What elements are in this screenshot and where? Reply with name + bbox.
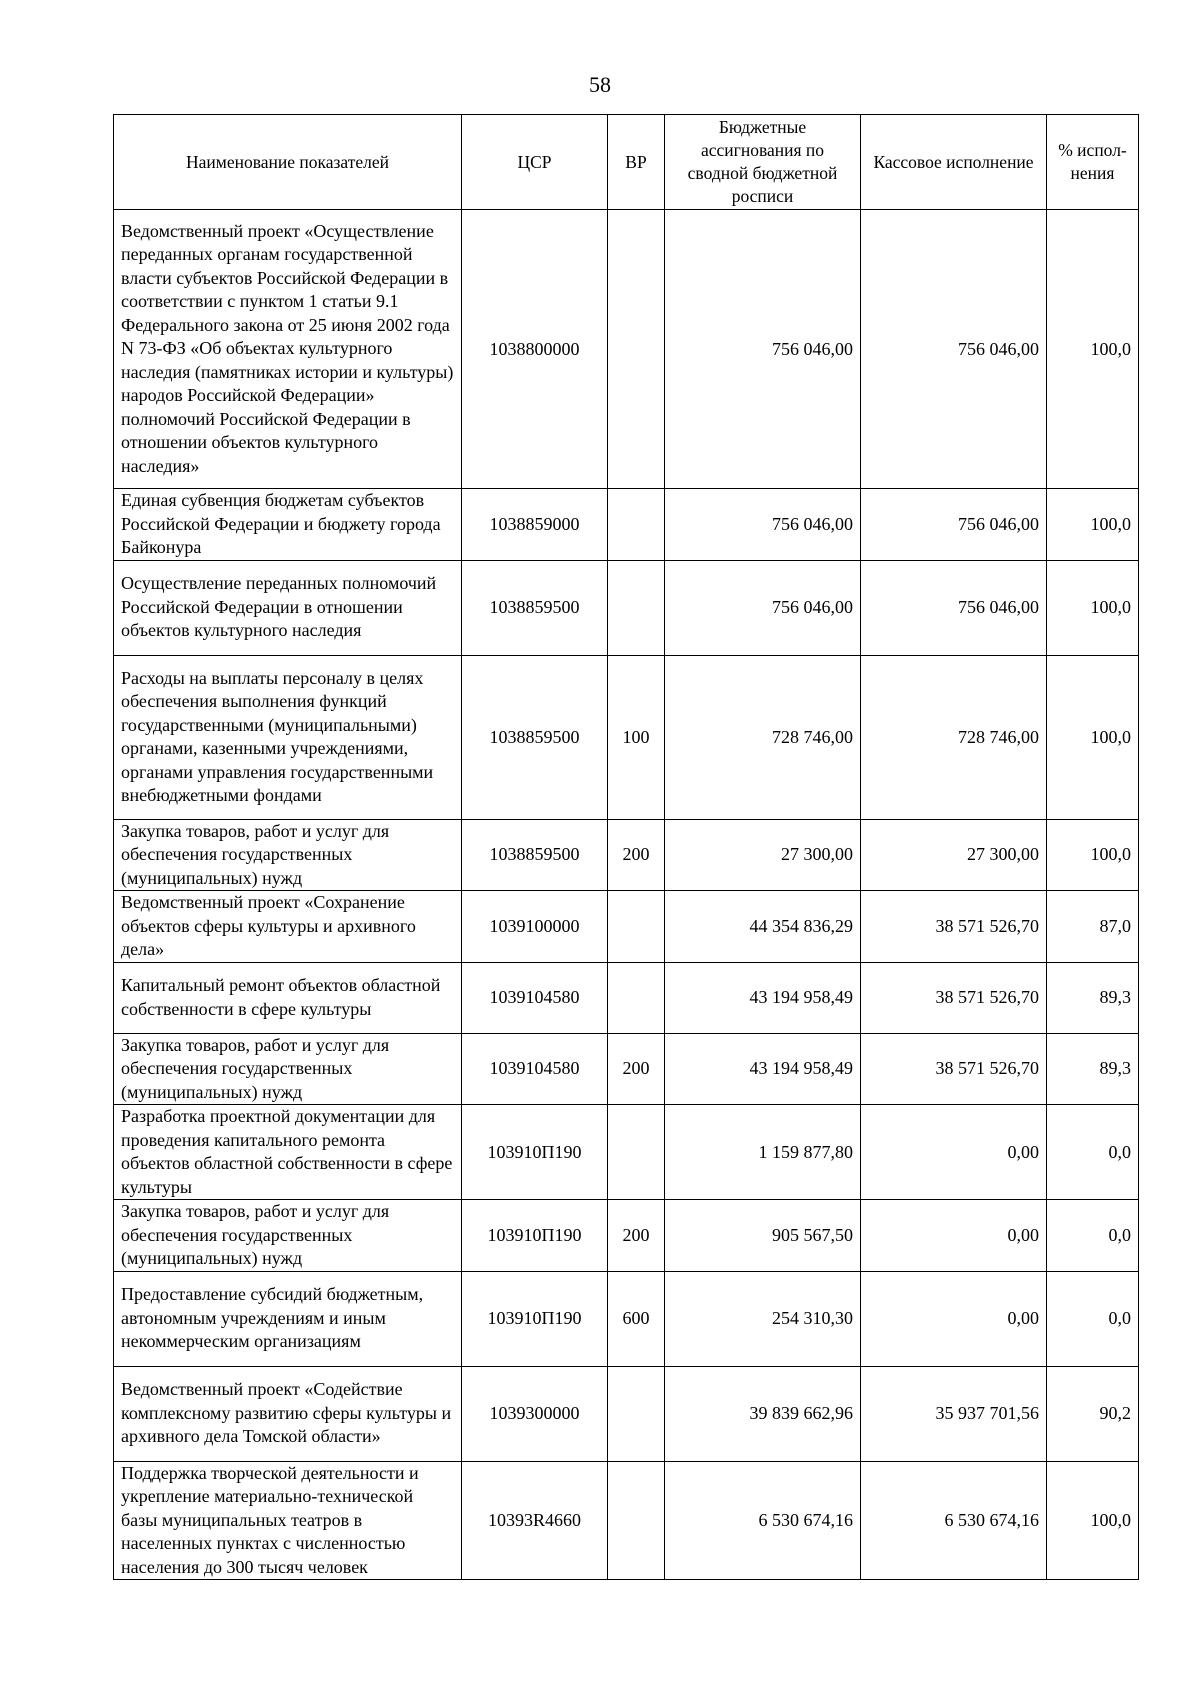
page-number: 58 (589, 72, 611, 97)
row-csr: 103910П190 (462, 1105, 608, 1200)
row-cash: 756 046,00 (861, 210, 1047, 489)
row-csr: 103910П190 (462, 1200, 608, 1272)
row-pct: 100,0 (1047, 819, 1139, 891)
row-pct: 89,3 (1047, 962, 1139, 1033)
row-vr (608, 489, 665, 561)
row-cash: 756 046,00 (861, 489, 1047, 561)
row-name: Расходы на выплаты персоналу в целях обеспечения выполнения функций государственными (муниципальными) органами, казенными учреждениями, органами управления государственными внебюджетными фондами (114, 655, 462, 819)
row-vr (608, 891, 665, 963)
table-row (114, 891, 1139, 963)
table-row (114, 1461, 1139, 1580)
row-vr (608, 210, 665, 489)
row-name: Капитальный ремонт объектов областной собственности в сфере культуры (114, 962, 462, 1033)
row-cash: 38 571 526,70 (861, 891, 1047, 963)
header-vr: ВР (608, 115, 665, 210)
row-csr: 1038859000 (462, 489, 608, 561)
row-vr: 100 (608, 655, 665, 819)
row-csr: 1039104580 (462, 962, 608, 1033)
row-csr: 1039104580 (462, 1033, 608, 1105)
row-budget: 43 194 958,49 (665, 1033, 861, 1105)
row-budget: 1 159 877,80 (665, 1105, 861, 1200)
row-vr: 600 (608, 1271, 665, 1366)
row-cash: 27 300,00 (861, 819, 1047, 891)
row-budget: 756 046,00 (665, 489, 861, 561)
row-name: Ведомственный проект «Содействие комплексному развитию сферы культуры и архивного дела Томской области» (114, 1366, 462, 1461)
row-vr (608, 1105, 665, 1200)
row-budget: 254 310,30 (665, 1271, 861, 1366)
row-pct: 100,0 (1047, 560, 1139, 655)
row-pct: 0,0 (1047, 1105, 1139, 1200)
row-cash: 35 937 701,56 (861, 1366, 1047, 1461)
table-row (114, 1200, 1139, 1272)
row-budget: 756 046,00 (665, 210, 861, 489)
budget-execution-table (113, 114, 1139, 1580)
row-vr (608, 1366, 665, 1461)
row-name: Разработка проектной документации для проведения капитального ремонта объектов областной собственности в сфере культуры (114, 1105, 462, 1200)
row-cash: 0,00 (861, 1200, 1047, 1272)
row-budget: 44 354 836,29 (665, 891, 861, 963)
row-pct: 100,0 (1047, 1461, 1139, 1580)
row-pct: 100,0 (1047, 655, 1139, 819)
row-cash: 0,00 (861, 1271, 1047, 1366)
row-vr (608, 1461, 665, 1580)
row-pct: 90,2 (1047, 1366, 1139, 1461)
row-name: Закупка товаров, работ и услуг для обеспечения государственных (муниципальных) нужд (114, 819, 462, 891)
row-vr (608, 962, 665, 1033)
row-name: Предоставление субсидий бюджетным, автономным учреждениям и иным некоммерческим организациям (114, 1271, 462, 1366)
table-row (114, 1105, 1139, 1200)
row-name: Закупка товаров, работ и услуг для обеспечения государственных (муниципальных) нужд (114, 1033, 462, 1105)
row-csr: 10393R4660 (462, 1461, 608, 1580)
row-budget: 43 194 958,49 (665, 962, 861, 1033)
table-header (114, 115, 1139, 210)
row-pct: 0,0 (1047, 1271, 1139, 1366)
table-row (114, 1366, 1139, 1461)
row-name: Ведомственный проект «Осуществление переданных органам государственной власти субъектов Российской Федерации в соответствии с пунктом 1 статьи 9.1 Федерального закона от 25 июня 2002 года N 73-ФЗ «Об объектах культурного наследия (памятниках истории и культуры) народов Российской Федерации» полномочий Российской Федерации в отношении объектов культурного наследия» (114, 210, 462, 489)
row-budget: 6 530 674,16 (665, 1461, 861, 1580)
row-cash: 38 571 526,70 (861, 1033, 1047, 1105)
header-name: Наименование показателей (114, 115, 462, 210)
row-budget: 27 300,00 (665, 819, 861, 891)
table-row (114, 819, 1139, 891)
table-row (114, 1033, 1139, 1105)
row-csr: 1039300000 (462, 1366, 608, 1461)
row-csr: 1038859500 (462, 819, 608, 891)
row-budget: 905 567,50 (665, 1200, 861, 1272)
row-vr (608, 560, 665, 655)
row-name: Поддержка творческой деятельности и укрепление материально-технической базы муниципальных театров в населенных пунктах с численностью населения до 300 тысяч человек (114, 1461, 462, 1580)
row-name: Осуществление переданных полномочий Российской Федерации в отношении объектов культурного наследия (114, 560, 462, 655)
table-row (114, 489, 1139, 561)
row-csr: 1038800000 (462, 210, 608, 489)
row-cash: 728 746,00 (861, 655, 1047, 819)
row-pct: 0,0 (1047, 1200, 1139, 1272)
header-budget: Бюджетные ассигнования по сводной бюджетной росписи (665, 115, 861, 210)
row-name: Единая субвенция бюджетам субъектов Российской Федерации и бюджету города Байконура (114, 489, 462, 561)
row-name: Ведомственный проект «Сохранение объектов сферы культуры и архивного дела» (114, 891, 462, 963)
header-cash: Кассовое исполнение (861, 115, 1047, 210)
row-csr: 1039100000 (462, 891, 608, 963)
table-row (114, 1271, 1139, 1366)
row-csr: 1038859500 (462, 560, 608, 655)
row-vr: 200 (608, 819, 665, 891)
header-pct: % испол-нения (1047, 115, 1139, 210)
row-pct: 100,0 (1047, 210, 1139, 489)
row-budget: 756 046,00 (665, 560, 861, 655)
row-vr: 200 (608, 1200, 665, 1272)
row-csr: 103910П190 (462, 1271, 608, 1366)
table-row (114, 560, 1139, 655)
row-csr: 1038859500 (462, 655, 608, 819)
row-pct: 100,0 (1047, 489, 1139, 561)
table-row (114, 962, 1139, 1033)
header-row (114, 115, 1139, 210)
row-cash: 6 530 674,16 (861, 1461, 1047, 1580)
row-cash: 38 571 526,70 (861, 962, 1047, 1033)
row-cash: 0,00 (861, 1105, 1047, 1200)
row-cash: 756 046,00 (861, 560, 1047, 655)
row-budget: 39 839 662,96 (665, 1366, 861, 1461)
header-csr: ЦСР (462, 115, 608, 210)
row-pct: 87,0 (1047, 891, 1139, 963)
row-vr: 200 (608, 1033, 665, 1105)
table-row (114, 655, 1139, 819)
row-pct: 89,3 (1047, 1033, 1139, 1105)
table-row (114, 210, 1139, 489)
row-budget: 728 746,00 (665, 655, 861, 819)
table-body (114, 210, 1139, 1580)
row-name: Закупка товаров, работ и услуг для обеспечения государственных (муниципальных) нужд (114, 1200, 462, 1272)
